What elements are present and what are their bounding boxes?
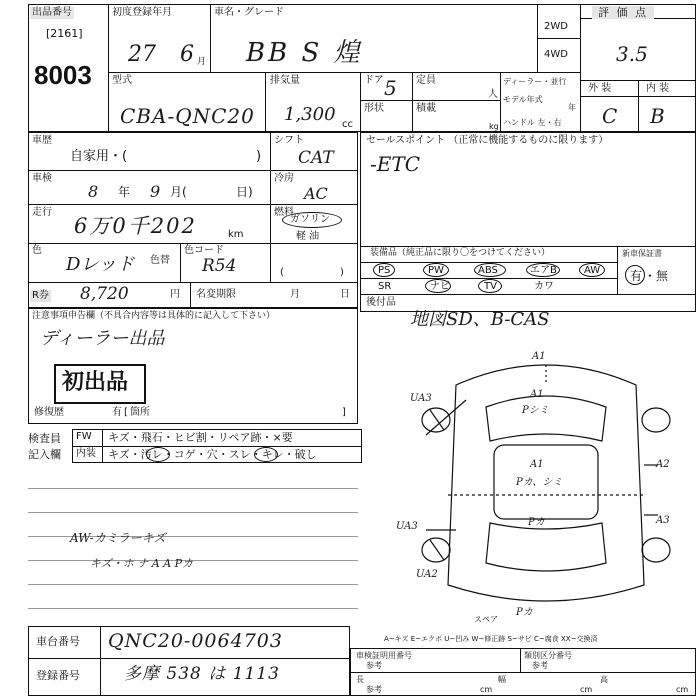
- divider: [108, 72, 580, 73]
- class-ref: 参考: [532, 661, 548, 670]
- rear-window: [486, 523, 606, 571]
- plate-label: 登録番号: [36, 669, 80, 682]
- notes-label: 注意事項申告欄（不具合内容等は具体的に記入して下さい）: [32, 311, 276, 321]
- rule-line: [28, 512, 358, 513]
- warranty-circle: [625, 265, 645, 285]
- drive-2wd: 2WD: [544, 21, 568, 32]
- equip-leather: カワ: [534, 281, 554, 292]
- fuel-label: 燃料: [274, 207, 294, 218]
- first-registration-label: 初度登録年月: [112, 7, 172, 18]
- repair-label: 修復歴: [34, 407, 64, 418]
- registration-month-unit: 月: [197, 57, 207, 67]
- selected-circle: [478, 279, 502, 293]
- damage-mark: Pシミ: [522, 405, 549, 416]
- mileage: 6万0千202: [74, 214, 197, 238]
- ac: AC: [304, 184, 328, 203]
- selected-circle: [423, 263, 449, 277]
- color: Dレッド: [66, 254, 135, 275]
- selected-circle: [474, 263, 506, 277]
- inspection-month: 9: [150, 182, 161, 201]
- equip-navi: ナビ: [430, 281, 450, 292]
- divider: [360, 72, 361, 132]
- divider: [500, 72, 501, 132]
- pointer-line: [426, 400, 466, 435]
- selected-circle: [373, 263, 395, 277]
- divider: [28, 204, 358, 205]
- divider: [72, 446, 362, 447]
- cm-unit: cm: [676, 685, 689, 694]
- rule-line: [28, 608, 358, 609]
- repair-place-label: 箇所: [130, 407, 150, 418]
- divider: [537, 38, 580, 39]
- shift: CAT: [298, 148, 334, 168]
- divider: [617, 246, 618, 294]
- lot-number-label: 出品番号: [32, 7, 72, 18]
- entry-label: 記入欄: [28, 448, 61, 461]
- fuel-paren-close: ): [340, 267, 344, 278]
- rule-line: [28, 488, 358, 489]
- handwritten-note-2: キズ・ホ ナ A A Pカ: [90, 557, 194, 570]
- capacity-label: 定員: [416, 75, 436, 86]
- equip-ps: PS: [378, 265, 391, 276]
- length-ref: 参考: [366, 685, 382, 694]
- selected-circle: [425, 279, 451, 293]
- inspection-year-unit: 年: [118, 185, 131, 199]
- name-grade-label: 車名・グレード: [214, 7, 284, 18]
- warranty-yes: 有: [630, 269, 643, 283]
- shift-label: シフト: [274, 135, 304, 146]
- inspection-year: 8: [88, 182, 99, 201]
- handle-label: ハンドル 左・右: [503, 118, 562, 127]
- damage-mark: Pカ、シミ: [516, 477, 563, 488]
- recycle-fee: 8,720: [80, 284, 129, 304]
- wheel-front-right: [642, 408, 670, 432]
- divider: [28, 170, 358, 171]
- divider: [102, 429, 103, 463]
- handwritten-note-1: AW-カミラーキズ: [70, 531, 166, 545]
- plate-number: 多摩 538 は 1113: [124, 664, 280, 684]
- first-listing-stamp: [54, 364, 146, 404]
- chassis-label: 車台番号: [36, 635, 80, 648]
- fuel-paren-open: (: [280, 267, 284, 278]
- interior-items: キズ・汚レ・コゲ・穴・スレ・キレ・破し: [108, 448, 317, 461]
- damage-mark: A1: [532, 351, 546, 362]
- notes-line1: ディーラー出品: [40, 328, 165, 349]
- stamp-text: 初出品: [62, 370, 129, 395]
- divider: [580, 4, 581, 132]
- history-value: 自家用・(: [70, 149, 128, 164]
- divider: [100, 626, 101, 696]
- selected-circle: [526, 263, 560, 277]
- divider: [28, 658, 350, 659]
- divider: [520, 648, 521, 672]
- after-market-items: 地図SD、B-CAS: [410, 309, 550, 330]
- divider: [180, 243, 181, 282]
- divider: [210, 4, 211, 72]
- kg-unit: kg: [489, 122, 499, 131]
- width-label: 幅: [498, 675, 506, 684]
- selected-circle: [146, 447, 170, 462]
- yen-unit: 円: [170, 289, 180, 300]
- load-label: 積載: [416, 103, 436, 114]
- recycle-label: R券: [32, 290, 49, 301]
- fuel-diesel: 軽 油: [296, 231, 320, 242]
- equip-sr: SR: [378, 281, 392, 292]
- divider: [265, 72, 266, 132]
- damage-mark: Pカ: [516, 607, 533, 618]
- interior-inspect-label: 内装: [76, 448, 96, 459]
- warranty-label: 新車保証書: [622, 249, 662, 258]
- inspector-label: 検査員: [28, 432, 61, 445]
- cert-label: 車検証明用番号: [356, 651, 412, 660]
- divider: [350, 672, 696, 673]
- equip-pw: PW: [428, 265, 444, 276]
- divider: [360, 294, 696, 295]
- model: CBA-QNC20: [120, 104, 255, 128]
- mileage-label: 走行: [32, 207, 52, 218]
- repair-close: ]: [342, 407, 346, 418]
- class-label: 類別区分番号: [524, 651, 572, 660]
- inspection-month-unit: 月(: [170, 185, 187, 199]
- selected-circle: [254, 447, 278, 462]
- wheel-rear-right: [642, 538, 670, 562]
- divider: [28, 243, 358, 244]
- equip-tv: TV: [484, 281, 497, 292]
- damage-mark: A1: [530, 389, 544, 400]
- damage-hatch: [430, 540, 444, 560]
- length-label: 長: [356, 675, 364, 684]
- damage-legend: A~キズ E~エクボ U~凹み W~修正跡 S~サビ C~腐食 XX~交換済: [384, 635, 598, 643]
- model-label: 型式: [112, 75, 132, 86]
- equip-abs: ABS: [478, 265, 498, 276]
- repair-bracket: [: [124, 407, 128, 418]
- damage-mark: A2: [656, 459, 670, 470]
- drive-4wd: 4WD: [544, 49, 568, 60]
- divider: [28, 282, 358, 283]
- cm-unit: cm: [480, 685, 493, 694]
- windshield: [486, 396, 606, 441]
- shape-label: 形状: [364, 103, 384, 114]
- damage-mark: UA2: [416, 569, 438, 580]
- warranty-sep: ・: [644, 269, 657, 283]
- sales-point: -ETC: [370, 152, 420, 176]
- displacement: 1,300: [284, 104, 336, 125]
- damage-hatch: [430, 410, 444, 430]
- rule-line: [28, 584, 358, 585]
- inspection-day-unit: 日): [236, 185, 253, 199]
- cc-unit: cc: [342, 119, 353, 130]
- repair-value: 有: [112, 407, 122, 418]
- doors-label: ドア: [364, 75, 384, 86]
- inspection-label: 車検: [32, 173, 52, 184]
- history-label: 車歴: [32, 135, 52, 146]
- expiry-month-unit: 月: [290, 289, 300, 300]
- damage-mark: Pカ: [528, 517, 545, 528]
- displacement-label: 排気量: [270, 75, 300, 86]
- divider: [360, 100, 500, 101]
- selected-circle: [579, 263, 605, 277]
- interior-grade: B: [650, 104, 665, 128]
- color-code: R54: [202, 256, 237, 276]
- divider: [190, 282, 191, 308]
- km-unit: km: [228, 229, 244, 240]
- divider: [108, 4, 109, 132]
- ac-label: 冷房: [274, 173, 294, 184]
- registration-month: 6: [180, 42, 194, 67]
- fw-items: キズ・飛石・ヒビ割・リペア跡・×要: [108, 431, 293, 444]
- damage-mark: UA3: [410, 393, 432, 404]
- doors: 5: [384, 76, 397, 100]
- dealer-label: ディーラー・並行: [503, 77, 567, 86]
- registration-year: 27: [128, 42, 156, 67]
- history-close: ): [256, 149, 262, 164]
- after-market-label: 後付品: [366, 297, 396, 308]
- equip-airbag: エアB: [530, 265, 557, 276]
- damage-mark: A3: [656, 515, 670, 526]
- fuel-gasoline: ガソリン: [290, 214, 330, 225]
- color-label: 色: [32, 245, 42, 256]
- wheel-front-left: [422, 408, 450, 432]
- repaint-label: 色替: [150, 255, 170, 266]
- sales-point-label: セールスポイント （正常に機能するものに限ります）: [366, 135, 609, 146]
- spare-tire-label: スペア: [474, 615, 498, 624]
- wheel-rear-left: [422, 538, 450, 562]
- expiry-day-unit: 日: [340, 289, 350, 300]
- equip-aw: AW: [584, 265, 601, 276]
- model-year-label: モデル年式: [503, 95, 543, 104]
- divider: [270, 132, 271, 282]
- lot-code: [2161]: [46, 27, 83, 40]
- score-label: 評 価 点: [592, 6, 654, 19]
- exterior-grade: C: [602, 104, 618, 128]
- divider: [412, 72, 413, 132]
- chassis-number: QNC20-0064703: [108, 630, 283, 652]
- divider: [638, 80, 639, 132]
- cert-ref: 参考: [366, 661, 382, 670]
- divider: [360, 246, 696, 247]
- fw-label: FW: [76, 431, 92, 442]
- interior-label: 内 装: [646, 83, 670, 94]
- equipment-label: 装備品（純正品に限り〇をつけてください）: [370, 248, 551, 258]
- lot-number: 8003: [34, 60, 92, 90]
- exterior-label: 外 装: [588, 83, 612, 94]
- reg-expiry-label: 名変期限: [196, 289, 236, 300]
- year-unit: 年: [568, 103, 576, 112]
- damage-mark: UA3: [396, 521, 418, 532]
- name-grade: BB S 煌: [246, 38, 363, 68]
- warranty-no: 無: [656, 269, 669, 283]
- persons-unit: 人: [488, 89, 498, 100]
- score: 3.5: [616, 42, 648, 66]
- damage-mark: A1: [530, 459, 544, 470]
- height-label: 高: [600, 675, 608, 684]
- color-code-label: 色コード: [184, 245, 224, 256]
- cm-unit: cm: [580, 685, 593, 694]
